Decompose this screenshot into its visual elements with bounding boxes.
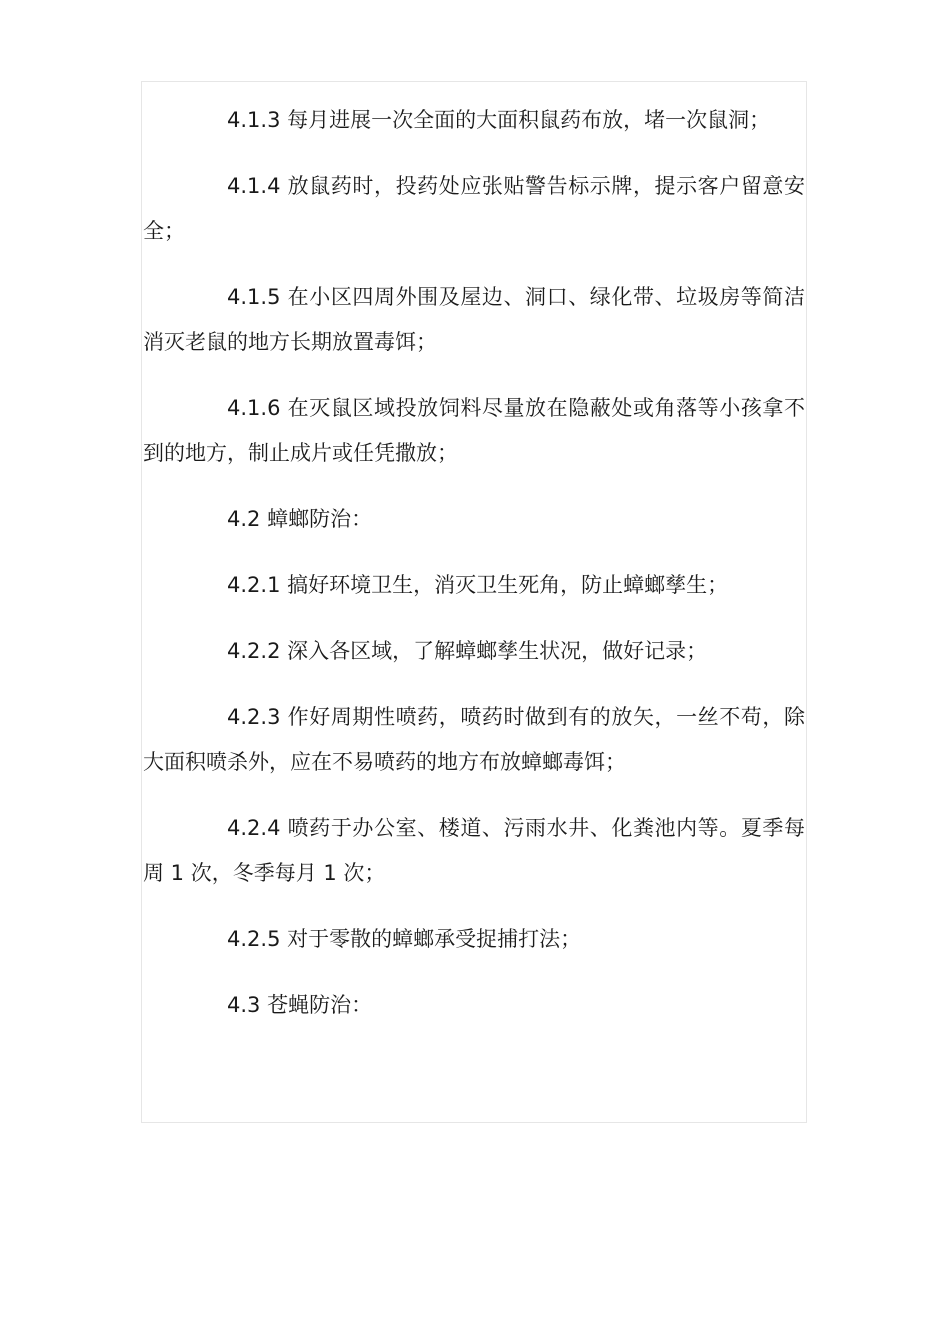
paragraph-4-2-1: 4.2.1 搞好环境卫生，消灭卫生死角，防止蟑螂孳生； (227, 573, 729, 597)
paragraph-4-2-4: 4.2.4 喷药于办公室、楼道、污雨水井、化粪池内等。夏季每周 1 次，冬季每月 1 次； (143, 816, 805, 885)
paragraph-4-1-6: 4.1.6 在灭鼠区域投放饲料尽量放在隐蔽处或角落等小孩拿不到的地方，制止成片或任凭撒放； (143, 396, 805, 465)
paragraph-4-1-3: 4.1.3 每月进展一次全面的大面积鼠药布放，堵一次鼠洞； (227, 108, 771, 132)
document-body (143, 98, 805, 1049)
heading-4-2: 4.2 蟑螂防治： (227, 507, 373, 531)
heading-4-3: 4.3 苍蝇防治： (227, 993, 373, 1017)
paragraph-4-1-5: 4.1.5 在小区四周外围及屋边、洞口、绿化带、垃圾房等简洁消灭老鼠的地方长期放置毒饵； (143, 285, 805, 354)
paragraph-4-2-2: 4.2.2 深入各区域，了解蟑螂孳生状况，做好记录； (227, 639, 708, 663)
paragraph-4-2-5: 4.2.5 对于零散的蟑螂承受捉捕打法； (227, 927, 582, 951)
paragraph-4-2-3: 4.2.3 作好周期性喷药，喷药时做到有的放矢，一丝不苟，除大面积喷杀外，应在不易喷药的地方布放蟑螂毒饵； (143, 705, 805, 774)
paragraph-4-1-4: 4.1.4 放鼠药时，投药处应张贴警告标示牌，提示客户留意安全； (143, 174, 805, 243)
